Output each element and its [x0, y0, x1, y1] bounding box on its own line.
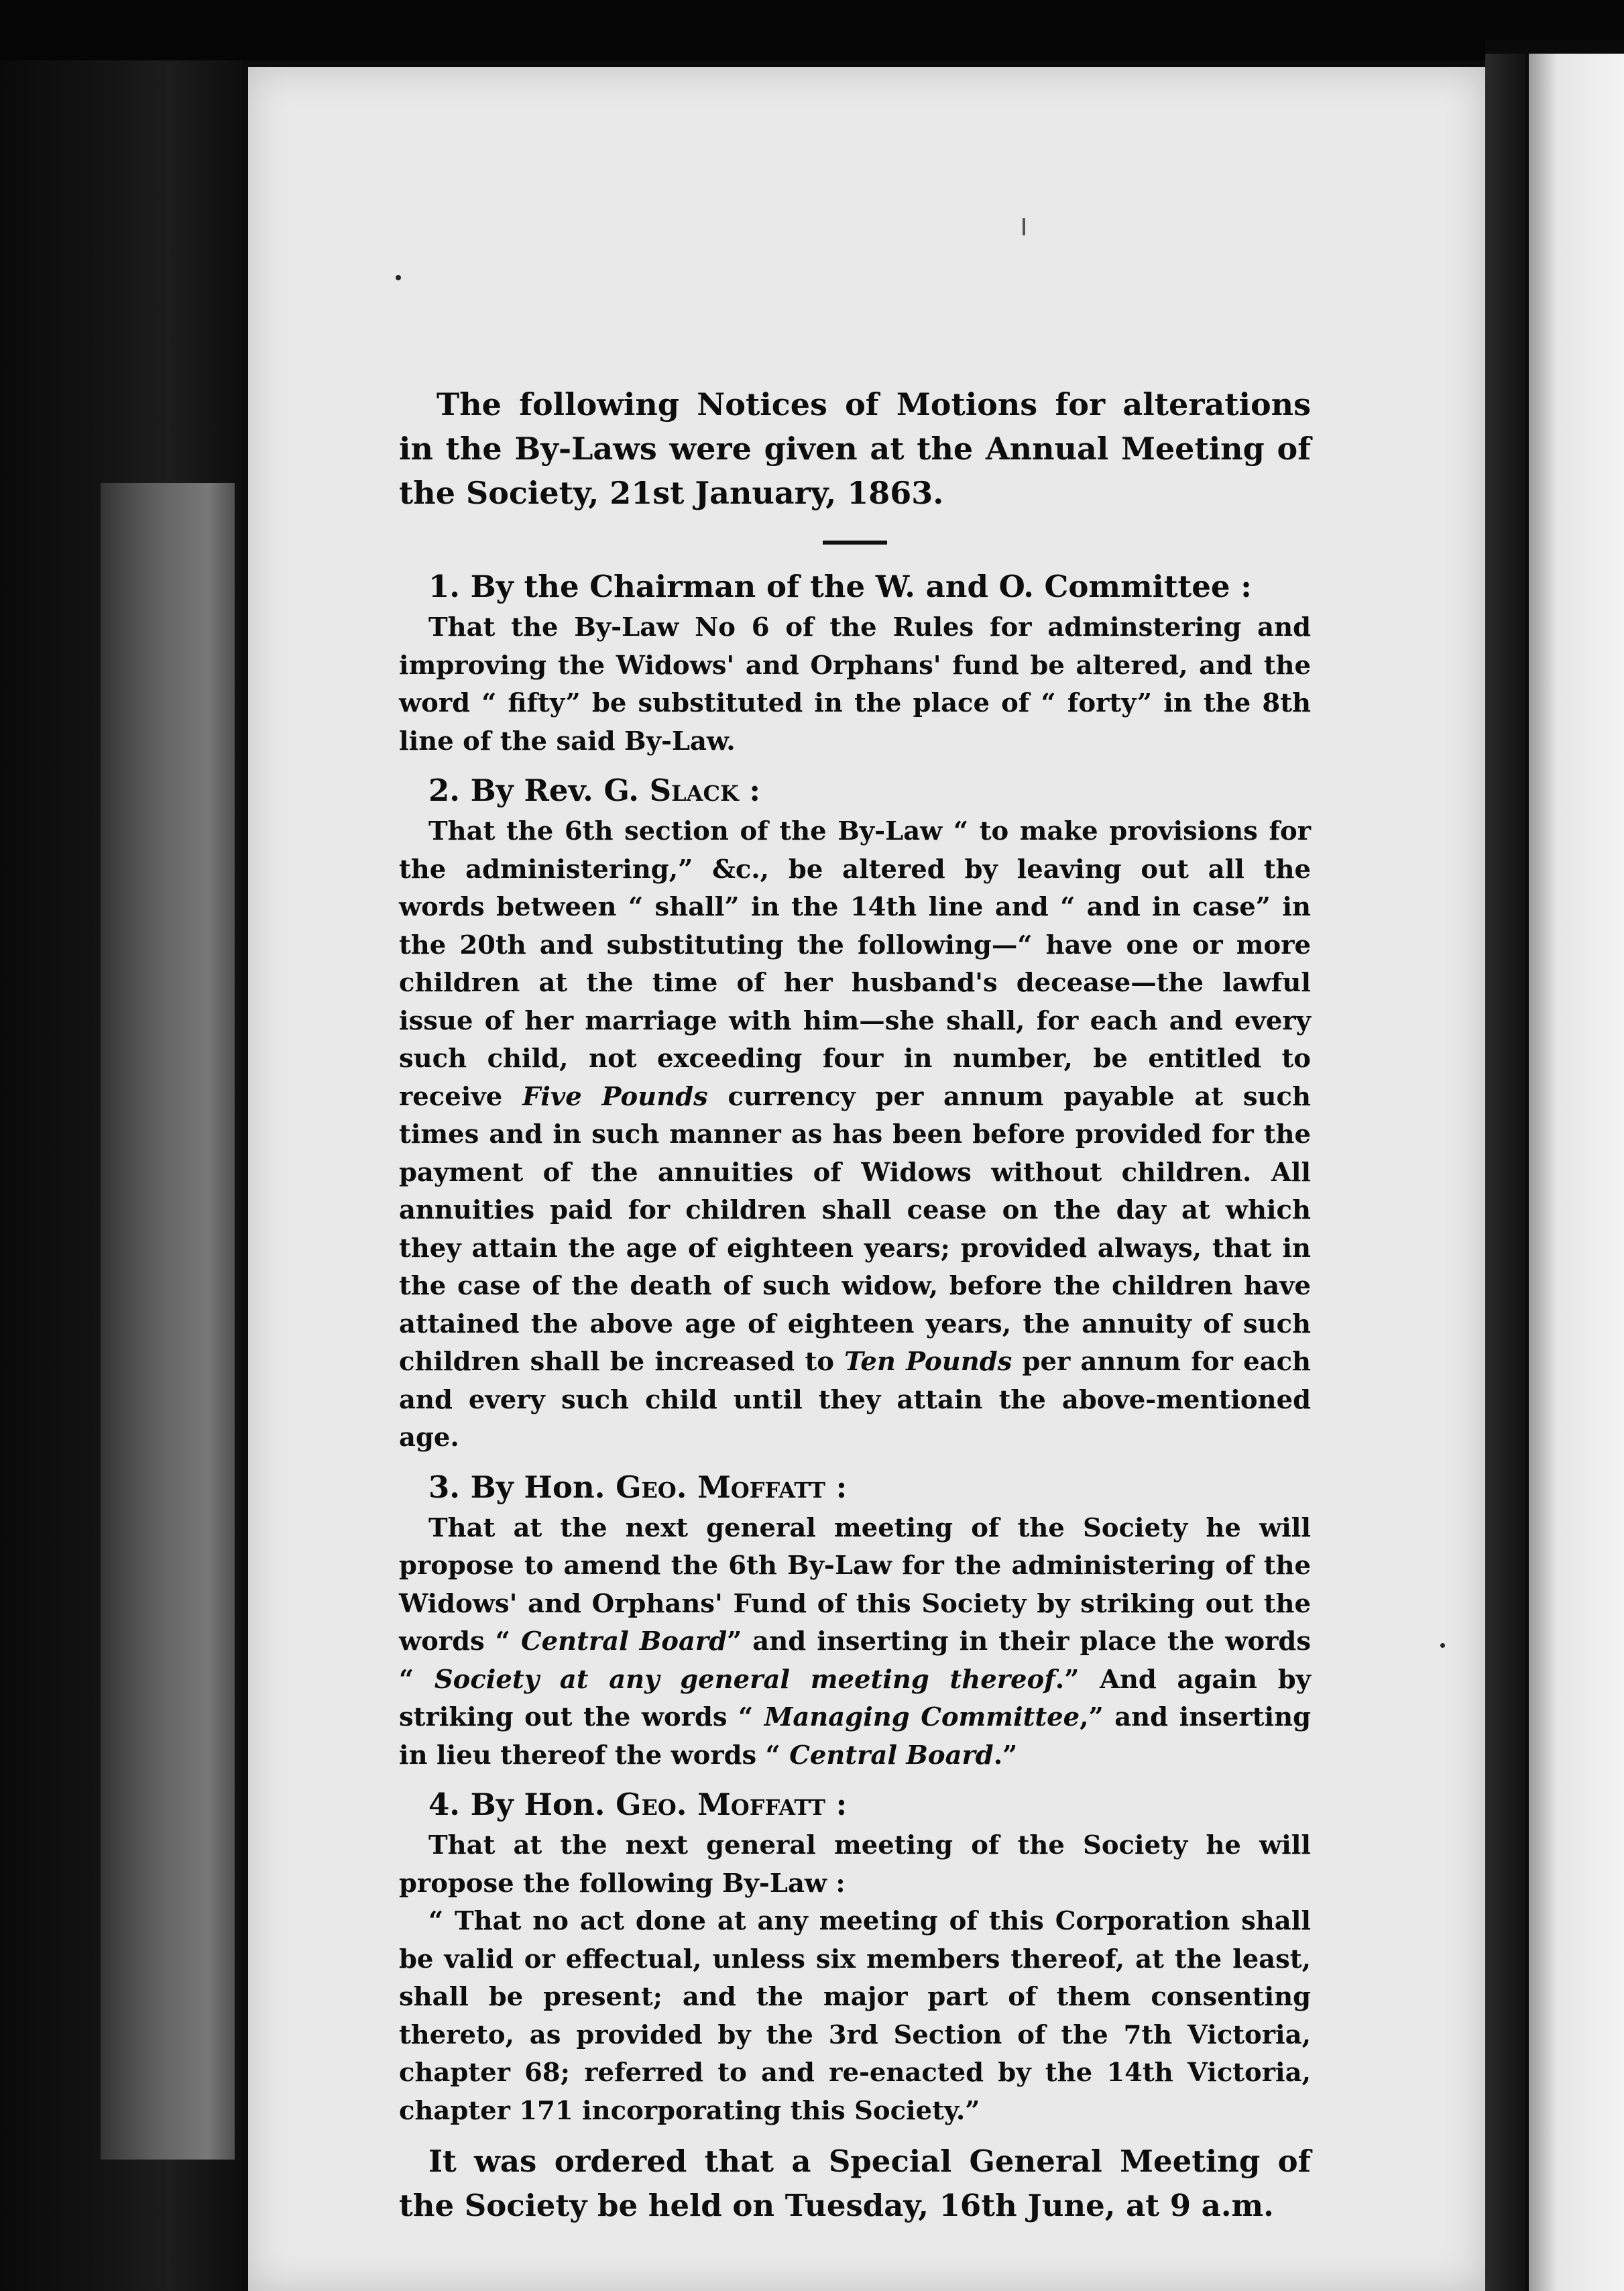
text-run: per annum for each and every such child until they attain the above-mentioned age. — [399, 1347, 1312, 1453]
motion-title — [428, 770, 1311, 812]
motion-title — [428, 1467, 1311, 1508]
text-run: “ That no act done at any meeting of this Corporation shall be valid or effectual, unless six members thereof, at the least, shall be present; and the major part of them consenting thereto, as provided by the 3rd Section of the 7th Victoria, chapter 68; referred to and re-enacted by the 14th Victoria, chapter 171 incorporating this Society.” — [399, 1906, 1311, 2126]
motion-section — [399, 566, 1311, 761]
text-run: .” And again by striking out the words “ — [399, 1664, 1311, 1732]
scan-speck — [1440, 1643, 1445, 1648]
emphasized-text: Ten Pounds — [844, 1347, 1012, 1377]
facing-page-edge — [1529, 54, 1624, 2291]
motion-proposer-name: G. Slack — [603, 773, 739, 808]
document-page — [248, 67, 1485, 2291]
motion-text — [399, 609, 1311, 761]
motion-section — [399, 770, 1311, 1457]
motion-section — [399, 1784, 1311, 2130]
scan-top-border — [0, 0, 1624, 60]
motions-list — [399, 566, 1311, 2130]
motion-title-suffix: : — [825, 1469, 848, 1505]
motion-title-suffix: : — [825, 1787, 848, 1822]
text-run: currency per annum payable at such times and in such manner as has been before provided for the payment of the annuities of Widows without children. All annuities paid for children shall cease on the day at which they attain the age of eighteen years; provided always, that in the case of the death of such widow, before the children have attained the above age of eighteen years, the annuity of such children shall be increased to — [399, 1081, 1311, 1377]
motion-title — [428, 566, 1311, 608]
emphasized-text: Central Board — [520, 1626, 728, 1657]
closing-statement: It was ordered that a Special General Meeting of the Society be held on Tuesday, 16th June, at 9 a.m. — [399, 2143, 1311, 2223]
book-spine-shadow — [1485, 54, 1525, 2291]
emphasized-text: Managing Committee — [764, 1702, 1080, 1732]
scan-speck — [396, 275, 401, 280]
text-run: That at the next general meeting of the Society he will propose the following By-Law : — [399, 1830, 1311, 1899]
motion-title-suffix: : — [738, 773, 761, 808]
motion-title-prefix: 1. By the Chairman of the W. and O. Committee : — [428, 569, 1252, 604]
text-run: That at the next general meeting of the Society he will propose to amend the 6th By-Law for the administering of the Widows' and Orphans' Fund of this Society by striking out the words “ — [399, 1512, 1311, 1657]
emphasized-text: Five Pounds — [522, 1081, 708, 1112]
emphasized-text: Central Board — [789, 1740, 994, 1771]
text-run: ” and inserting in their place the words “ — [399, 1626, 1312, 1695]
motion-title-prefix: 3. By Hon. — [428, 1469, 616, 1505]
motion-text — [399, 1903, 1311, 2130]
text-run: That the 6th section of the By-Law “ to make provisions for the administering,” &c., be altered by leaving out all the words between “ shall” in the 14th line and “ and in case” in the 20th and substituting the following—“ have one or more children at the time of her husband's decease—the lawful issue of her marriage with him—she shall, for each and every such child, not exceeding four in number, be entitled to receive — [399, 816, 1311, 1112]
motion-section — [399, 1467, 1311, 1775]
text-run: ,” and inserting in lieu thereof the words “ — [399, 1702, 1311, 1771]
text-run: That the By-Law No 6 of the Rules for adminstering and improving the Widows' and Orphans' fund be altered, and the word “ fifty” be substituted in the place of “ forty” in the 8th line of the said By-Law. — [399, 612, 1311, 757]
page-content — [399, 382, 1311, 2228]
notice-heading: The following Notices of Motions for alterations in the By-Laws were given at the Annual Meeting of the Society, 21st January, 1863. — [399, 386, 1311, 511]
section-divider — [823, 541, 887, 545]
motion-text — [399, 1510, 1311, 1775]
motion-proposer-name: Geo. Moffatt — [616, 1787, 825, 1822]
motion-title-prefix: 4. By Hon. — [428, 1787, 616, 1822]
adjacent-page-edge — [101, 483, 235, 2160]
motion-title-prefix: 2. By Rev. — [428, 773, 604, 808]
emphasized-text: Society at any general meeting thereof — [434, 1664, 1055, 1695]
motion-text — [399, 1827, 1311, 1903]
motion-title — [428, 1784, 1311, 1826]
motion-text — [399, 813, 1311, 1457]
text-run: .” — [993, 1740, 1018, 1771]
scan-speck — [1023, 218, 1025, 235]
motion-proposer-name: Geo. Moffatt — [616, 1469, 825, 1505]
